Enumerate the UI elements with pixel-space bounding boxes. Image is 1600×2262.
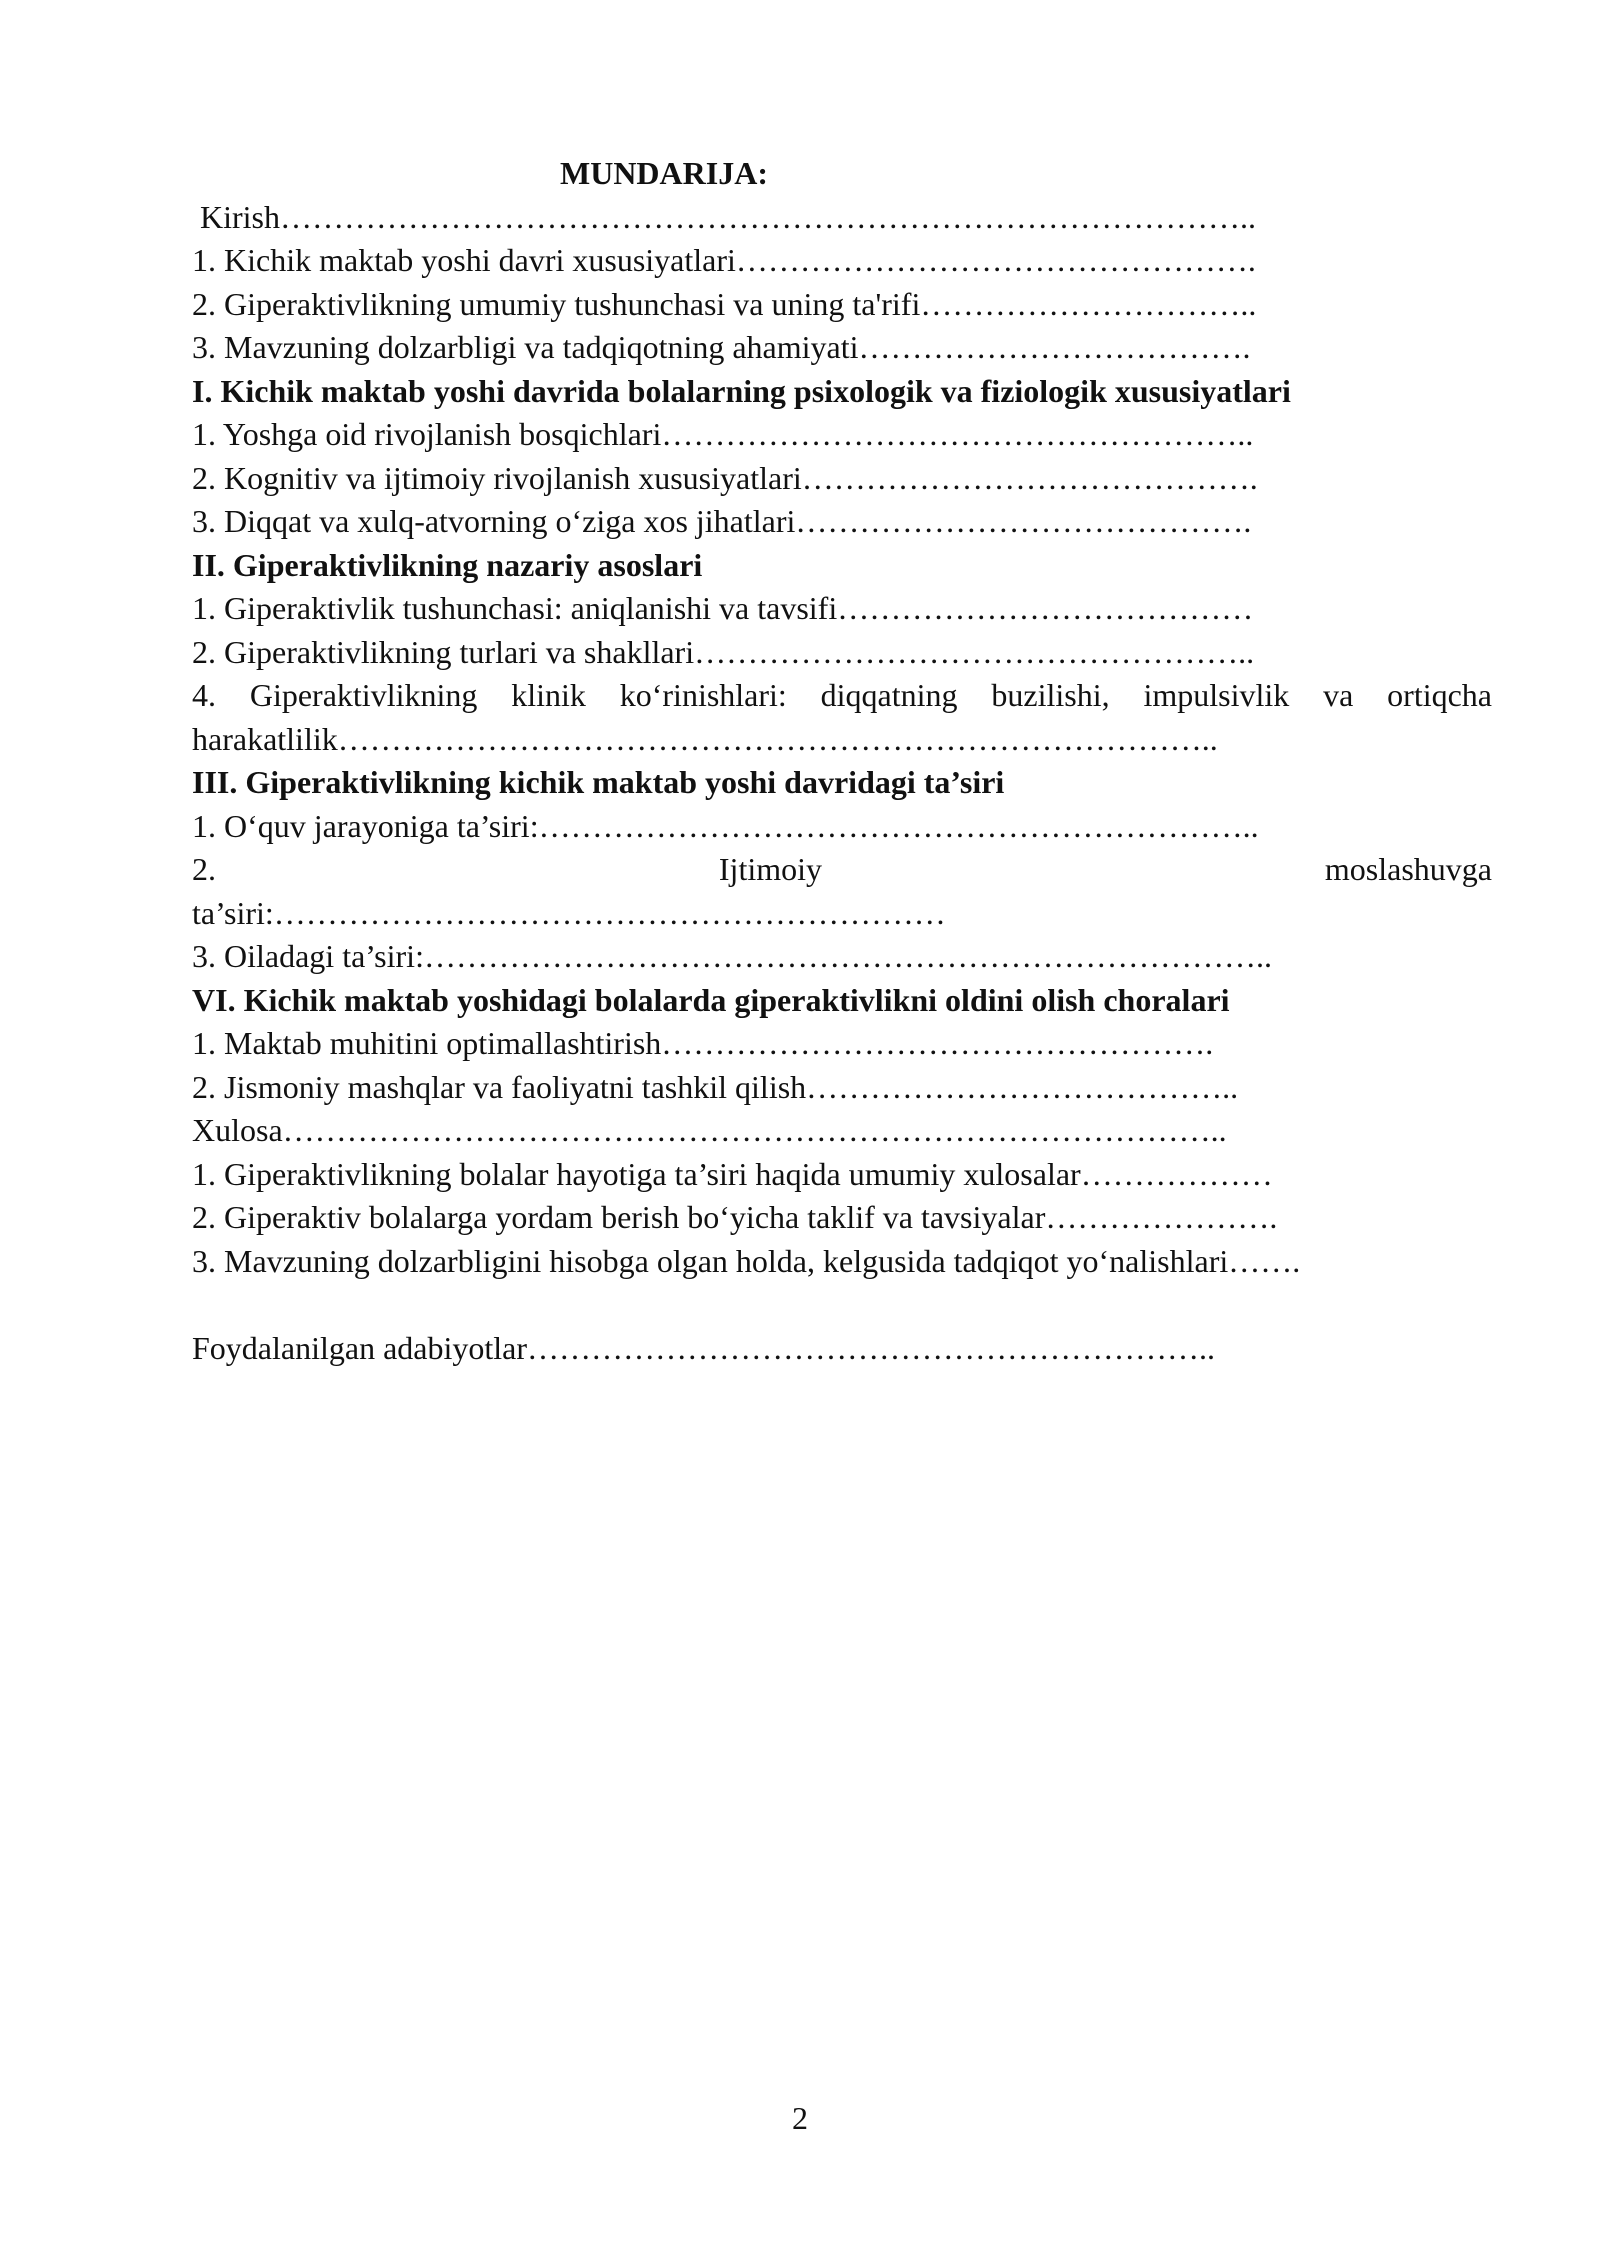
toc-entry: 2. Jismoniy mashqlar va faoliyatni tashkil qilish………………………………….. (192, 1068, 1239, 1105)
toc-entry: 1. Maktab muhitini optimallashtirish……………………………………………. (192, 1025, 1214, 1061)
toc-references: Foydalanilgan adabiyotlar……………………………………………………….. (192, 1329, 1216, 1366)
toc-entry: Xulosa…………………………………………………………………………….. (192, 1112, 1227, 1148)
toc-entry: 1. O‘quv jarayoniga ta’siri:………………………………………………………….. (192, 807, 1259, 844)
toc-section-heading: VI. Kichik maktab yoshidagi bolalarda giperaktivlikni oldini olish choralari (192, 981, 1230, 1018)
toc-entry: 2. Giperaktivlikning umumiy tushunchasi va uning ta'rifi………………………….. (192, 285, 1257, 322)
toc-entry: 3. Mavzuning dolzarbligi va tadqiqotning ahamiyati………………………………. (192, 329, 1251, 365)
toc-entry: 2. Giperaktivlikning turlari va shakllari…………………………………………….. (192, 633, 1255, 670)
toc-entry: 3. Oiladagi ta’siri:…………………………………………………………………….. (192, 938, 1272, 974)
table-of-contents (192, 152, 1492, 1370)
toc-entry: Kirish……………………………………………………………………………….. (200, 198, 1256, 235)
toc-section-heading: I. Kichik maktab yoshi davrida bolalarning psixologik va fiziologik xususiyatlari (192, 372, 1291, 409)
toc-entry: 2. Giperaktiv bolalarga yordam berish bo‘yicha taklif va tavsiyalar…………………. (192, 1199, 1278, 1235)
toc-section-heading: II. Giperaktivlikning nazariy asoslari (192, 546, 703, 583)
toc-title: MUNDARIJA: (560, 155, 768, 191)
toc-entry: 3. Diqqat va xulq-atvorning o‘ziga xos jihatlari……………………………………. (192, 503, 1252, 539)
toc-entry: 2. Kognitiv va ijtimoiy rivojlanish xususiyatlari……………………………………. (192, 459, 1258, 496)
toc-section-heading: III. Giperaktivlikning kichik maktab yoshi davridagi ta’siri (192, 764, 1005, 800)
toc-entry: 1. Yoshga oid rivojlanish bosqichlari……………………………………………….. (192, 416, 1254, 452)
toc-entry: 1. Giperaktivlik tushunchasi: aniqlanishi va tavsifi………………………………… (192, 590, 1254, 626)
toc-entry: 1. Giperaktivlikning bolalar hayotiga ta’siri haqida umumiy xulosalar……………… (192, 1155, 1273, 1192)
page-number: 2 (792, 2100, 808, 2136)
spacer (192, 1283, 1492, 1327)
toc-entry: 3. Mavzuning dolzarbligini hisobga olgan holda, kelgusida tadqiqot yo‘nalishlari……. (192, 1242, 1301, 1279)
toc-entry: 4. Giperaktivlikning klinik ko‘rinishlari: diqqatning buzilishi, impulsivlik va ortiqcha harakatlilik……………………………………………………………………….. (192, 677, 1492, 757)
toc-entry: 1. Kichik maktab yoshi davri xususiyatlari…………………………………………. (192, 242, 1256, 278)
toc-entry: 2. Ijtimoiy moslashuvga ta’siri:……………………………………………………… (192, 851, 1492, 931)
